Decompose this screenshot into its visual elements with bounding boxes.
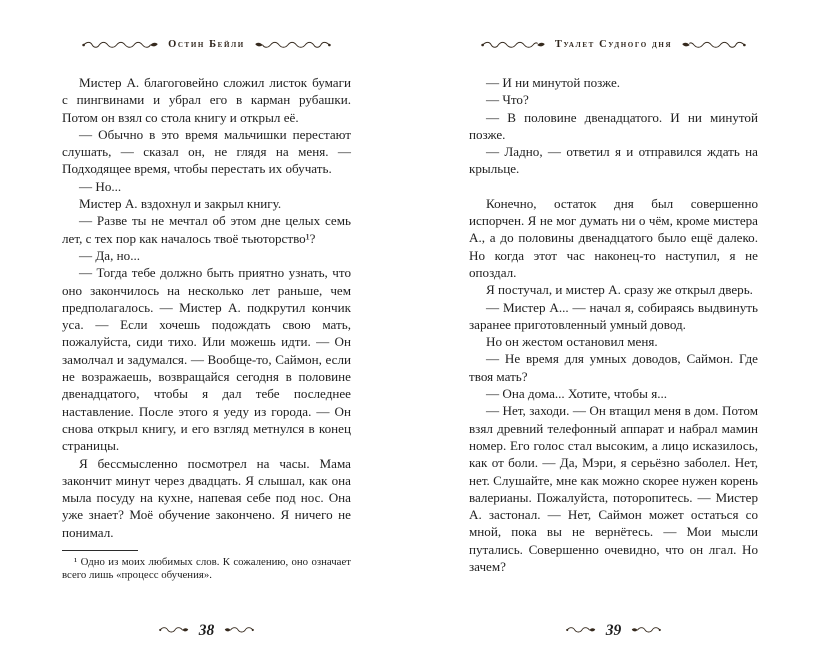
paragraph: — В половине двенадцатого. И ни минутой позже. bbox=[469, 109, 758, 142]
footer-flourish-icon bbox=[630, 625, 662, 635]
page-footer-left bbox=[62, 623, 351, 643]
running-header-title-right: Туалет Судного дня bbox=[554, 38, 673, 50]
header-flourish-icon bbox=[480, 39, 546, 51]
paragraph: — Она дома... Хотите, чтобы я... bbox=[486, 386, 668, 402]
paragraph: — Ладно, — ответил я и отправился ждать на крыльце. bbox=[469, 144, 758, 177]
page-left bbox=[62, 38, 351, 642]
paragraph: Но он жестом остановил меня. bbox=[486, 334, 658, 350]
paragraph: Мистер А. вздохнул и закрыл книгу. bbox=[79, 196, 282, 212]
page-right bbox=[469, 38, 758, 642]
running-header-book-title bbox=[469, 38, 758, 52]
scene-break bbox=[469, 178, 758, 195]
footer-flourish-icon bbox=[565, 625, 597, 635]
paragraph: Конечно, остаток дня был совершенно испорчен. Я не мог думать ни о чём, кроме мистера А., а до половины двенадцатого было ещё далеко. Но когда этот час наконец-то наступил, я не опоздал. bbox=[469, 195, 758, 280]
paragraph: — Да, но... bbox=[79, 247, 141, 263]
paragraph: — Обычно в это время мальчишки перестают слушать, — сказал он, не глядя на меня. — Подходящее время, чтобы перестать их обучать. bbox=[62, 126, 351, 177]
paragraph: — Мистер А... — начал я, собираясь выдвинуть заранее приготовленный умный довод. bbox=[469, 299, 758, 332]
paragraph: — Тогда тебе должно быть приятно узнать, что оно закончилось на несколько лет раньше, чем предполагалось. — Мистер А. подкрутил кончик уса. — Если хочешь подождать свою мать, пожалуйста, сиди тихо. Или можешь идти. — Он замолчал и задумался. — Вообще-то, Саймон, если не возражаешь, возвращайся сегодня в половине двенадцатого, чтобы я дал тебе последнее наставление. После этого я уеду из города. — Он снова открыл книгу, и его взгляд метнулся в конец страницы. bbox=[62, 265, 351, 454]
paragraph: — Разве ты не мечтал об этом дне целых семь лет, с тех пор как началось твоё тьюторство¹? bbox=[62, 213, 351, 246]
paragraph: — Что? bbox=[486, 92, 529, 108]
footer-flourish-icon bbox=[158, 625, 190, 635]
paragraph: — Но... bbox=[79, 178, 122, 194]
paragraph: — И ни минутой позже. bbox=[486, 75, 621, 90]
running-header-title-left: Остин Бейли bbox=[168, 38, 245, 50]
header-flourish-icon bbox=[81, 39, 159, 51]
paragraph: Я постучал, и мистер А. сразу же открыл дверь. bbox=[486, 282, 753, 298]
header-flourish-icon bbox=[681, 39, 747, 51]
paragraph: Я бессмысленно посмотрел на часы. Мама закончит минут через двадцать. Я слышал, как она мыла посуду на кухне, напевая себе под нос. Она уже знает? Моё обучение закончено. Я ничего не понимал. bbox=[62, 455, 351, 540]
footnote-text: ¹ Одно из моих любимых слов. К сожалению, оно означает всего лишь «процесс обучения». bbox=[62, 556, 351, 582]
paragraph: — Нет, заходи. — Он втащил меня в дом. Потом взял древний телефонный аппарат и набрал мамин номер. Его голос стал высоким, а лицо исказилось, как от боли. — Да, Мэри, я серьёзно заболел. Нет, нет. Слушайте, мне как можно скорее нужен корень валерианы. Пожалуйста, поторопитесь. — Мистер А. застонал. — Нет, Саймон может остаться со мной, пока вы не вернётесь. — Мои мысли путались. Совершенно очевидно, что он лгал. Но зачем? bbox=[469, 403, 758, 575]
page-text-right bbox=[469, 74, 758, 575]
page-text-left bbox=[62, 74, 351, 541]
paragraph: Мистер А. благоговейно сложил листок бумаги с пингвинами и убрал его в карман рубашки. Потом он взял со стола книгу и открыл её. bbox=[62, 75, 351, 125]
footnote-block bbox=[62, 550, 351, 582]
page-number: 39 bbox=[605, 621, 622, 639]
footer-flourish-icon bbox=[223, 625, 255, 635]
page-number: 38 bbox=[198, 621, 215, 639]
page-footer-right bbox=[469, 623, 758, 643]
footnote-divider bbox=[62, 550, 138, 551]
paragraph: — Не время для умных доводов, Саймон. Где твоя мать? bbox=[469, 351, 758, 384]
running-header-author bbox=[62, 38, 351, 52]
header-flourish-icon bbox=[254, 39, 332, 51]
